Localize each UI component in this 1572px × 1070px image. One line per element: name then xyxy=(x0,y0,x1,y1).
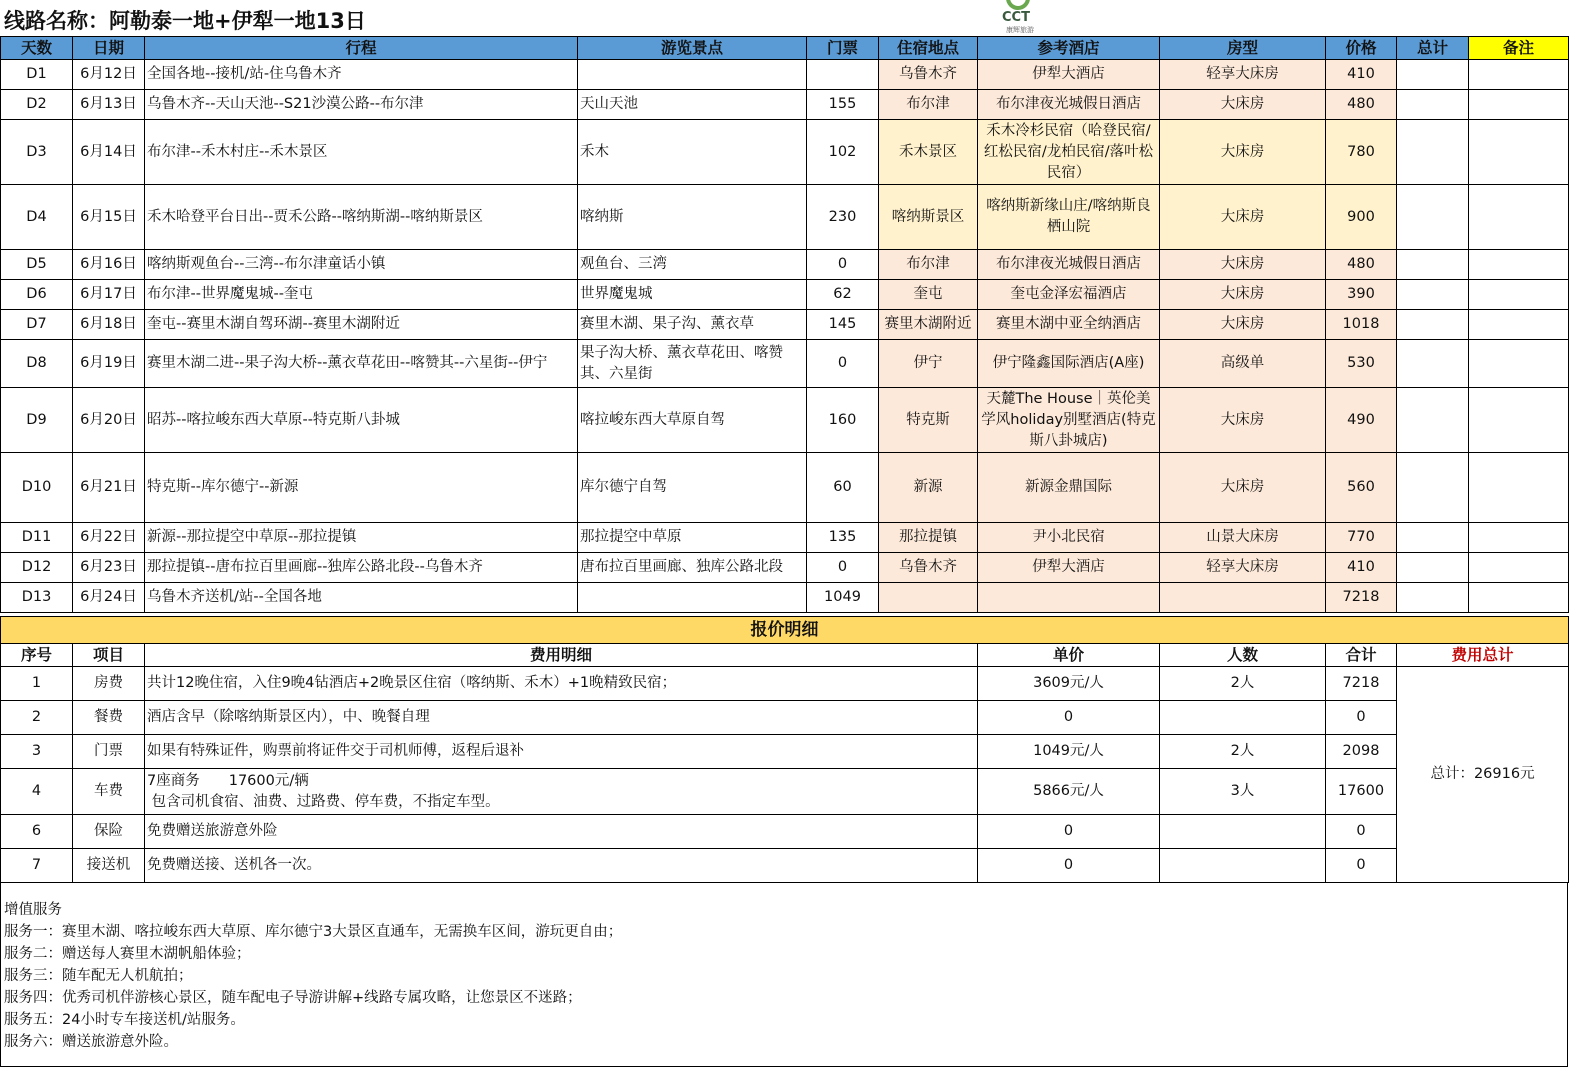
cct-logo xyxy=(980,0,1060,36)
row-stay: 喀纳斯景区 xyxy=(879,185,978,250)
itinerary-row xyxy=(1,280,1569,310)
service-item: 服务六：赠送旅游意外险。 xyxy=(4,1034,178,1050)
row-day: D1 xyxy=(1,60,73,90)
row-total xyxy=(1397,280,1469,310)
quote-header-no: 序号 xyxy=(1,644,73,667)
row-room: 大床房 xyxy=(1160,280,1326,310)
itinerary-row xyxy=(1,120,1569,185)
header-ticket: 门票 xyxy=(807,37,879,60)
header-room: 房型 xyxy=(1160,37,1326,60)
row-sights: 观鱼台、三湾 xyxy=(578,250,807,280)
quote-item: 保险 xyxy=(73,815,145,849)
row-total xyxy=(1397,453,1469,523)
quote-no: 4 xyxy=(1,769,73,815)
row-ticket: 155 xyxy=(807,90,879,120)
quote-header-people: 人数 xyxy=(1160,644,1326,667)
service-item: 服务三：随车配无人机航拍； xyxy=(4,968,193,984)
row-room: 大床房 xyxy=(1160,453,1326,523)
quote-sum: 2098 xyxy=(1326,735,1397,769)
row-date: 6月21日 xyxy=(73,453,145,523)
row-day: D7 xyxy=(1,310,73,340)
row-day: D8 xyxy=(1,340,73,388)
quote-unit-price: 0 xyxy=(978,849,1160,883)
row-price: 480 xyxy=(1326,90,1397,120)
row-sights: 那拉提空中草原 xyxy=(578,523,807,553)
quote-item: 接送机 xyxy=(73,849,145,883)
row-remark xyxy=(1469,583,1569,613)
quote-sum: 0 xyxy=(1326,815,1397,849)
row-price: 410 xyxy=(1326,60,1397,90)
row-stay: 禾木景区 xyxy=(879,120,978,185)
row-total xyxy=(1397,583,1469,613)
row-sights: 赛里木湖、果子沟、薰衣草 xyxy=(578,310,807,340)
row-price: 490 xyxy=(1326,388,1397,453)
row-hotel: 伊犁大酒店 xyxy=(978,553,1160,583)
row-route: 乌鲁木齐--天山天池--S21沙漠公路--布尔津 xyxy=(145,90,578,120)
row-room: 轻享大床房 xyxy=(1160,553,1326,583)
row-remark xyxy=(1469,310,1569,340)
service-item: 服务四：优秀司机伴游核心景区，随车配电子导游讲解+线路专属攻略，让您景区不迷路； xyxy=(4,990,582,1006)
quote-people: 2人 xyxy=(1160,735,1326,769)
header-route: 行程 xyxy=(145,37,578,60)
row-total xyxy=(1397,185,1469,250)
quote-detail xyxy=(145,701,978,735)
itinerary-row xyxy=(1,60,1569,90)
quote-detail-line: 免费赠送接、送机各一次。 xyxy=(147,857,321,873)
row-price: 560 xyxy=(1326,453,1397,523)
row-room: 大床房 xyxy=(1160,310,1326,340)
row-date: 6月24日 xyxy=(73,583,145,613)
quote-sum: 0 xyxy=(1326,849,1397,883)
quote-header-sum: 合计 xyxy=(1326,644,1397,667)
row-price: 480 xyxy=(1326,250,1397,280)
itinerary-row xyxy=(1,340,1569,388)
quote-detail xyxy=(145,735,978,769)
row-stay: 伊宁 xyxy=(879,340,978,388)
row-sights: 禾木 xyxy=(578,120,807,185)
quote-detail-line: 7座商务 17600元/辆 xyxy=(147,772,309,789)
quote-row xyxy=(1,769,1569,815)
header-remark: 备注 xyxy=(1469,37,1569,60)
row-day: D2 xyxy=(1,90,73,120)
row-stay: 新源 xyxy=(879,453,978,523)
row-stay: 乌鲁木齐 xyxy=(879,553,978,583)
quote-detail-line2: 包含司机食宿、油费、过路费、停车费，不指定车型。 xyxy=(147,793,500,810)
row-route: 赛里木湖二进--果子沟大桥--薰衣草花田--喀赞其--六星街--伊宁 xyxy=(145,340,578,388)
row-total xyxy=(1397,310,1469,340)
quote-people xyxy=(1160,815,1326,849)
quote-people: 3人 xyxy=(1160,769,1326,815)
row-stay: 布尔津 xyxy=(879,90,978,120)
itinerary-table xyxy=(0,36,1569,613)
row-ticket: 145 xyxy=(807,310,879,340)
value-added-services xyxy=(0,883,1568,1067)
header-total: 总计 xyxy=(1397,37,1469,60)
row-ticket: 0 xyxy=(807,553,879,583)
row-remark xyxy=(1469,185,1569,250)
row-day: D13 xyxy=(1,583,73,613)
row-stay: 特克斯 xyxy=(879,388,978,453)
logo-subtitle: 康辉旅游 xyxy=(1006,26,1034,34)
row-remark xyxy=(1469,340,1569,388)
row-sights: 库尔德宁自驾 xyxy=(578,453,807,523)
quote-header-unit: 单价 xyxy=(978,644,1160,667)
row-remark xyxy=(1469,90,1569,120)
row-date: 6月13日 xyxy=(73,90,145,120)
row-route: 特克斯--库尔德宁--新源 xyxy=(145,453,578,523)
grand-total: 总计：26916元 xyxy=(1397,667,1569,883)
quote-unit-price: 0 xyxy=(978,701,1160,735)
row-route: 那拉提镇--唐布拉百里画廊--独库公路北段--乌鲁木齐 xyxy=(145,553,578,583)
logo-ring-icon xyxy=(1006,0,1030,10)
row-date: 6月19日 xyxy=(73,340,145,388)
quote-item: 餐费 xyxy=(73,701,145,735)
quote-table xyxy=(0,616,1569,883)
row-sights: 喀拉峻东西大草原自驾 xyxy=(578,388,807,453)
row-remark xyxy=(1469,60,1569,90)
quote-no: 7 xyxy=(1,849,73,883)
itinerary-row xyxy=(1,523,1569,553)
quote-unit-price: 1049元/人 xyxy=(978,735,1160,769)
row-room: 大床房 xyxy=(1160,120,1326,185)
header-stay: 住宿地点 xyxy=(879,37,978,60)
quote-item: 房费 xyxy=(73,667,145,701)
quote-row xyxy=(1,849,1569,883)
row-ticket: 62 xyxy=(807,280,879,310)
row-remark xyxy=(1469,453,1569,523)
quote-row xyxy=(1,735,1569,769)
row-hotel: 天麓The House｜英伦美学风holiday别墅酒店(特克斯八卦城店) xyxy=(978,388,1160,453)
row-price: 7218 xyxy=(1326,583,1397,613)
service-item: 服务二：赠送每人赛里木湖帆船体验； xyxy=(4,946,251,962)
header-sights: 游览景点 xyxy=(578,37,807,60)
row-room xyxy=(1160,583,1326,613)
quote-sum: 0 xyxy=(1326,701,1397,735)
row-price: 390 xyxy=(1326,280,1397,310)
header-hotel: 参考酒店 xyxy=(978,37,1160,60)
quote-unit-price: 0 xyxy=(978,815,1160,849)
row-room: 大床房 xyxy=(1160,185,1326,250)
row-room: 大床房 xyxy=(1160,388,1326,453)
row-room: 大床房 xyxy=(1160,90,1326,120)
row-remark xyxy=(1469,250,1569,280)
row-sights xyxy=(578,583,807,613)
row-hotel: 伊宁隆鑫国际酒店(A座) xyxy=(978,340,1160,388)
row-total xyxy=(1397,523,1469,553)
row-date: 6月22日 xyxy=(73,523,145,553)
quote-detail-line: 如果有特殊证件，购票前将证件交于司机师傅，返程后退补 xyxy=(147,743,524,759)
row-route: 乌鲁木齐送机/站--全国各地 xyxy=(145,583,578,613)
row-total xyxy=(1397,60,1469,90)
quote-header-item: 项目 xyxy=(73,644,145,667)
row-hotel xyxy=(978,583,1160,613)
row-hotel: 伊犁大酒店 xyxy=(978,60,1160,90)
quote-unit-price: 5866元/人 xyxy=(978,769,1160,815)
row-day: D4 xyxy=(1,185,73,250)
quote-no: 3 xyxy=(1,735,73,769)
row-ticket: 160 xyxy=(807,388,879,453)
row-date: 6月16日 xyxy=(73,250,145,280)
service-item: 服务五：24小时专车接送机/站服务。 xyxy=(4,1012,245,1028)
row-date: 6月17日 xyxy=(73,280,145,310)
row-day: D9 xyxy=(1,388,73,453)
row-total xyxy=(1397,340,1469,388)
row-room: 大床房 xyxy=(1160,250,1326,280)
row-route: 布尔津--禾木村庄--禾木景区 xyxy=(145,120,578,185)
services-title: 增值服务 xyxy=(4,902,62,918)
row-ticket xyxy=(807,60,879,90)
quote-row xyxy=(1,701,1569,735)
row-sights: 天山天池 xyxy=(578,90,807,120)
row-price: 780 xyxy=(1326,120,1397,185)
quote-detail xyxy=(145,769,978,815)
row-sights xyxy=(578,60,807,90)
quote-detail xyxy=(145,815,978,849)
row-hotel: 禾木冷杉民宿（哈登民宿/红松民宿/龙柏民宿/落叶松民宿） xyxy=(978,120,1160,185)
service-item: 服务一：赛里木湖、喀拉峻东西大草原、库尔德宁3大景区直通车，无需换车区间，游玩更自由； xyxy=(4,924,623,940)
row-route: 昭苏--喀拉峻东西大草原--特克斯八卦城 xyxy=(145,388,578,453)
row-hotel: 布尔津夜光城假日酒店 xyxy=(978,250,1160,280)
quote-people xyxy=(1160,849,1326,883)
row-day: D6 xyxy=(1,280,73,310)
row-ticket: 230 xyxy=(807,185,879,250)
row-route: 布尔津--世界魔鬼城--奎屯 xyxy=(145,280,578,310)
row-hotel: 奎屯金泽宏福酒店 xyxy=(978,280,1160,310)
quote-no: 1 xyxy=(1,667,73,701)
row-sights: 喀纳斯 xyxy=(578,185,807,250)
row-route: 喀纳斯观鱼台--三湾--布尔津童话小镇 xyxy=(145,250,578,280)
row-remark xyxy=(1469,553,1569,583)
row-hotel: 新源金鼎国际 xyxy=(978,453,1160,523)
quote-row xyxy=(1,667,1569,701)
itinerary-row xyxy=(1,90,1569,120)
row-route: 新源--那拉提空中草原--那拉提镇 xyxy=(145,523,578,553)
header-price: 价格 xyxy=(1326,37,1397,60)
row-date: 6月14日 xyxy=(73,120,145,185)
row-remark xyxy=(1469,523,1569,553)
logo-name: CCT xyxy=(1002,10,1030,25)
row-price: 410 xyxy=(1326,553,1397,583)
row-stay: 布尔津 xyxy=(879,250,978,280)
row-total xyxy=(1397,553,1469,583)
row-room: 山景大床房 xyxy=(1160,523,1326,553)
row-stay: 那拉提镇 xyxy=(879,523,978,553)
quote-row xyxy=(1,815,1569,849)
itinerary-row xyxy=(1,185,1569,250)
itinerary-row xyxy=(1,453,1569,523)
row-date: 6月15日 xyxy=(73,185,145,250)
row-remark xyxy=(1469,280,1569,310)
quote-title: 报价明细 xyxy=(1,617,1569,644)
row-price: 530 xyxy=(1326,340,1397,388)
row-hotel: 尹小北民宿 xyxy=(978,523,1160,553)
itinerary-row xyxy=(1,583,1569,613)
quote-detail-line: 酒店含早（除喀纳斯景区内），中、晚餐自理 xyxy=(147,709,430,725)
row-hotel: 赛里木湖中亚全纳酒店 xyxy=(978,310,1160,340)
row-hotel: 喀纳斯新缘山庄/喀纳斯良栖山院 xyxy=(978,185,1160,250)
row-day: D3 xyxy=(1,120,73,185)
quote-unit-price: 3609元/人 xyxy=(978,667,1160,701)
quote-no: 6 xyxy=(1,815,73,849)
row-sights: 唐布拉百里画廊、独库公路北段 xyxy=(578,553,807,583)
row-stay: 赛里木湖附近 xyxy=(879,310,978,340)
row-room: 高级单 xyxy=(1160,340,1326,388)
page-title: 线路名称：阿勒泰一地+伊犁一地13日 xyxy=(4,9,366,33)
row-day: D12 xyxy=(1,553,73,583)
row-ticket: 60 xyxy=(807,453,879,523)
quote-detail-line: 免费赠送旅游意外险 xyxy=(147,823,278,839)
row-room: 轻享大床房 xyxy=(1160,60,1326,90)
row-date: 6月20日 xyxy=(73,388,145,453)
row-day: D11 xyxy=(1,523,73,553)
header-day: 天数 xyxy=(1,37,73,60)
row-stay xyxy=(879,583,978,613)
row-price: 770 xyxy=(1326,523,1397,553)
row-route: 全国各地--接机/站-住乌鲁木齐 xyxy=(145,60,578,90)
row-sights: 世界魔鬼城 xyxy=(578,280,807,310)
quote-people xyxy=(1160,701,1326,735)
row-ticket: 102 xyxy=(807,120,879,185)
row-stay: 乌鲁木齐 xyxy=(879,60,978,90)
row-total xyxy=(1397,250,1469,280)
row-route: 奎屯--赛里木湖自驾环湖--赛里木湖附近 xyxy=(145,310,578,340)
itinerary-row xyxy=(1,310,1569,340)
quote-sum: 17600 xyxy=(1326,769,1397,815)
row-date: 6月18日 xyxy=(73,310,145,340)
row-date: 6月12日 xyxy=(73,60,145,90)
row-total xyxy=(1397,120,1469,185)
quote-sum: 7218 xyxy=(1326,667,1397,701)
row-ticket: 1049 xyxy=(807,583,879,613)
quote-detail-line: 共计12晚住宿，入住9晚4钻酒店+2晚景区住宿（喀纳斯、禾木）+1晚精致民宿； xyxy=(147,675,677,691)
itinerary-row xyxy=(1,250,1569,280)
quote-header-grand-total: 费用总计 xyxy=(1397,644,1569,667)
quote-detail xyxy=(145,667,978,701)
row-total xyxy=(1397,388,1469,453)
quote-people: 2人 xyxy=(1160,667,1326,701)
itinerary-row xyxy=(1,388,1569,453)
row-hotel: 布尔津夜光城假日酒店 xyxy=(978,90,1160,120)
row-day: D10 xyxy=(1,453,73,523)
row-ticket: 0 xyxy=(807,340,879,388)
quote-no: 2 xyxy=(1,701,73,735)
row-day: D5 xyxy=(1,250,73,280)
row-ticket: 0 xyxy=(807,250,879,280)
row-total xyxy=(1397,90,1469,120)
header-date: 日期 xyxy=(73,37,145,60)
row-remark xyxy=(1469,120,1569,185)
itinerary-row xyxy=(1,553,1569,583)
row-sights: 果子沟大桥、薰衣草花田、喀赞其、六星街 xyxy=(578,340,807,388)
quote-item: 门票 xyxy=(73,735,145,769)
row-ticket: 135 xyxy=(807,523,879,553)
quote-item: 车费 xyxy=(73,769,145,815)
quote-header-detail: 费用明细 xyxy=(145,644,978,667)
row-price: 900 xyxy=(1326,185,1397,250)
row-stay: 奎屯 xyxy=(879,280,978,310)
row-date: 6月23日 xyxy=(73,553,145,583)
row-remark xyxy=(1469,388,1569,453)
quote-detail xyxy=(145,849,978,883)
row-price: 1018 xyxy=(1326,310,1397,340)
row-route: 禾木哈登平台日出--贾禾公路--喀纳斯湖--喀纳斯景区 xyxy=(145,185,578,250)
